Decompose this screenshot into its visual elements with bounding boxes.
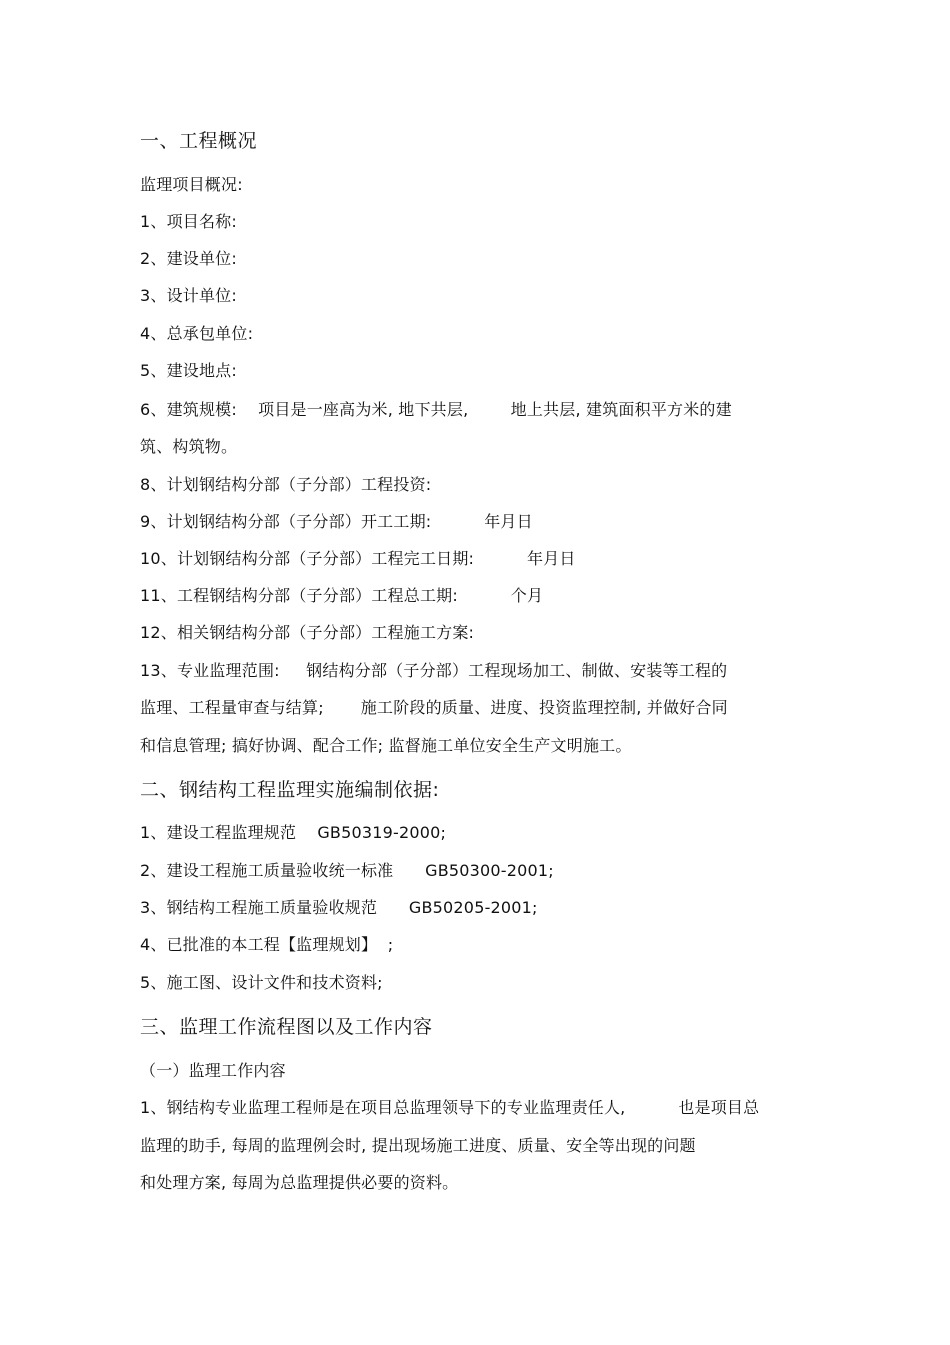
paragraph-line: 监理、工程量审查与结算; 施工阶段的质量、进度、投资监理控制, 并做好合同: [140, 698, 728, 717]
paragraph-line: 10、计划钢结构分部（子分部）工程完工日期: 年月日: [140, 549, 576, 568]
subsection-heading: （一）监理工作内容: [140, 1061, 286, 1080]
paragraph-line: 和处理方案, 每周为总监理提供必要的资料。: [140, 1173, 459, 1192]
paragraph-line: 1、钢结构专业监理工程师是在项目总监理领导下的专业监理责任人, 也是项目总: [140, 1098, 760, 1117]
paragraph-line: 5、建设地点:: [140, 361, 237, 380]
paragraph-line: 2、建设工程施工质量验收统一标准 GB50300-2001;: [140, 861, 554, 880]
paragraph-line: 8、计划钢结构分部（子分部）工程投资:: [140, 475, 432, 494]
paragraph-line: 6、建筑规模: 项目是一座高为米, 地下共层, 地上共层, 建筑面积平方米的建: [140, 400, 732, 419]
paragraph-line: 1、建设工程监理规范 GB50319-2000;: [140, 823, 447, 842]
paragraph-line: 1、项目名称:: [140, 212, 237, 231]
paragraph-line: 4、已批准的本工程【监理规划】 ;: [140, 935, 394, 954]
paragraph-line: 筑、构筑物。: [140, 437, 238, 456]
paragraph-line: 13、专业监理范围: 钢结构分部（子分部）工程现场加工、制做、安装等工程的: [140, 661, 728, 680]
section-heading: 三、监理工作流程图以及工作内容: [140, 1016, 433, 1038]
section-heading: 二、钢结构工程监理实施编制依据:: [140, 779, 440, 801]
paragraph-line: 和信息管理; 搞好协调、配合工作; 监督施工单位安全生产文明施工。: [140, 736, 632, 755]
paragraph-line: 11、工程钢结构分部（子分部）工程总工期: 个月: [140, 586, 544, 605]
section-heading: 一、工程概况: [140, 130, 258, 152]
paragraph-line: 2、建设单位:: [140, 249, 237, 268]
paragraph-line: 3、钢结构工程施工质量验收规范 GB50205-2001;: [140, 898, 538, 917]
paragraph-line: 监理项目概况:: [140, 175, 243, 194]
paragraph-line: 3、设计单位:: [140, 286, 237, 305]
paragraph-line: 9、计划钢结构分部（子分部）开工工期: 年月日: [140, 512, 533, 531]
paragraph-line: 12、相关钢结构分部（子分部）工程施工方案:: [140, 623, 475, 642]
paragraph-line: 监理的助手, 每周的监理例会时, 提出现场施工进度、质量、安全等出现的问题: [140, 1136, 696, 1155]
paragraph-line: 4、总承包单位:: [140, 324, 254, 343]
paragraph-line: 5、施工图、设计文件和技术资料;: [140, 973, 383, 992]
